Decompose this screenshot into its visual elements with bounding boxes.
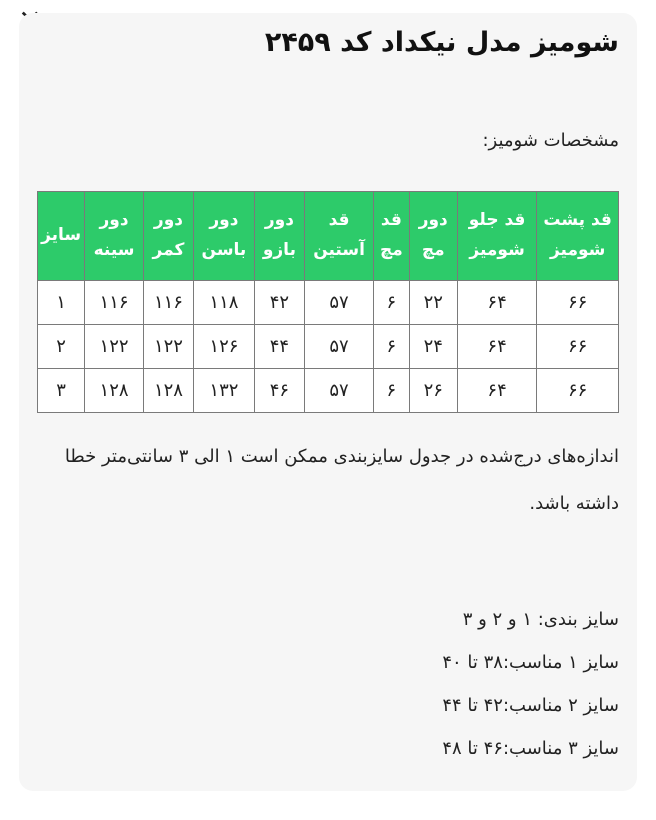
table-cell: ۱۲۲ bbox=[85, 325, 144, 369]
table-cell: ۱ bbox=[38, 281, 85, 325]
header-cuff-length: قد مچ bbox=[374, 192, 410, 281]
table-cell: ۱۱۶ bbox=[143, 281, 193, 325]
table-row bbox=[38, 281, 619, 325]
table-cell: ۱۲۸ bbox=[85, 369, 144, 413]
size-range-item: سایز بندی: ۱ و ۲ و ۳ bbox=[462, 609, 619, 630]
header-chest-circ: دور سینه bbox=[85, 192, 144, 281]
table-cell: ۱۱۸ bbox=[194, 281, 255, 325]
table-cell: ۴۲ bbox=[254, 281, 304, 325]
page-title: شومیز مدل نیکداد کد ۲۴۵۹ bbox=[264, 27, 619, 58]
table-cell: ۱۱۶ bbox=[85, 281, 144, 325]
size-fit-item: سایز ۱ مناسب:۳۸ تا ۴۰ bbox=[442, 652, 619, 673]
header-wrist-circ: دور مچ bbox=[409, 192, 457, 281]
table-cell: ۶۴ bbox=[457, 369, 537, 413]
table-cell: ۱۳۲ bbox=[194, 369, 255, 413]
table-cell: ۲ bbox=[38, 325, 85, 369]
product-detail-card bbox=[19, 13, 637, 791]
table-cell: ۳ bbox=[38, 369, 85, 413]
size-list bbox=[442, 598, 619, 770]
size-fit-item: سایز ۳ مناسب:۴۶ تا ۴۸ bbox=[442, 738, 619, 759]
table-header-row bbox=[38, 192, 619, 281]
table-cell: ۴۶ bbox=[254, 369, 304, 413]
table-cell: ۵۷ bbox=[305, 281, 374, 325]
table-cell: ۶۶ bbox=[537, 281, 619, 325]
table-cell: ۱۲۲ bbox=[143, 325, 193, 369]
size-fit-item: سایز ۲ مناسب:۴۲ تا ۴۴ bbox=[442, 695, 619, 716]
spec-label: مشخصات شومیز: bbox=[482, 130, 619, 151]
table-cell: ۵۷ bbox=[305, 325, 374, 369]
header-back-length: قد پشت شومیز bbox=[537, 192, 619, 281]
table-cell: ۶۶ bbox=[537, 325, 619, 369]
table-cell: ۶۶ bbox=[537, 369, 619, 413]
header-hip-circ: دور باسن bbox=[194, 192, 255, 281]
size-accuracy-note: اندازه‌های درج‌شده در جدول سایزبندی ممکن است ۱ الی ۳ سانتی‌متر خطا داشته باشد. bbox=[64, 446, 619, 514]
table-cell: ۶ bbox=[374, 369, 410, 413]
header-waist-circ: دور کمر bbox=[143, 192, 193, 281]
table-cell: ۶ bbox=[374, 281, 410, 325]
header-size: سایز bbox=[38, 192, 85, 281]
table-cell: ۲۴ bbox=[409, 325, 457, 369]
table-row bbox=[38, 325, 619, 369]
table-cell: ۵۷ bbox=[305, 369, 374, 413]
header-sleeve-length: قد آستین bbox=[305, 192, 374, 281]
size-table bbox=[37, 191, 619, 413]
table-cell: ۶۴ bbox=[457, 325, 537, 369]
table-cell: ۲۶ bbox=[409, 369, 457, 413]
table-cell: ۲۲ bbox=[409, 281, 457, 325]
table-cell: ۴۴ bbox=[254, 325, 304, 369]
table-cell: ۱۲۸ bbox=[143, 369, 193, 413]
header-arm-circ: دور بازو bbox=[254, 192, 304, 281]
table-cell: ۶ bbox=[374, 325, 410, 369]
header-front-length: قد جلو شومیز bbox=[457, 192, 537, 281]
table-row bbox=[38, 369, 619, 413]
table-cell: ۶۴ bbox=[457, 281, 537, 325]
table-cell: ۱۲۶ bbox=[194, 325, 255, 369]
